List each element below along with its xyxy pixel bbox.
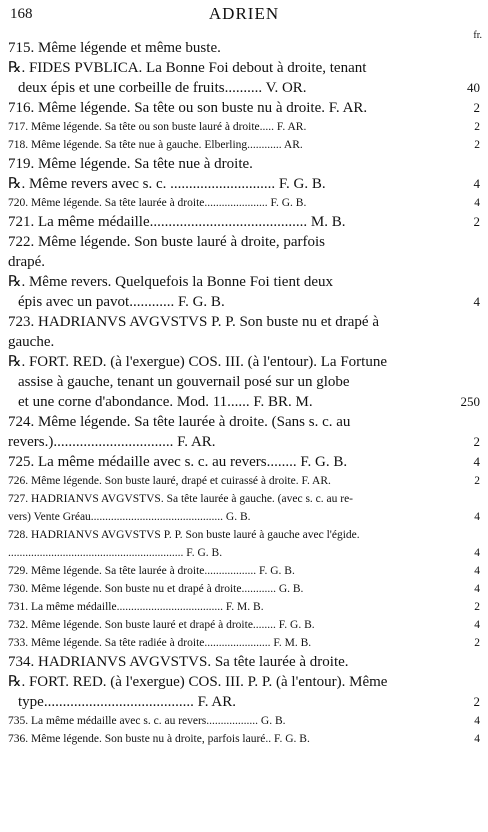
price-column-header: fr. <box>473 30 482 41</box>
page-number: 168 <box>10 6 33 22</box>
entry-price: 2 <box>473 100 480 115</box>
entry-price: 4 <box>474 733 480 745</box>
entry-line: 717. Même légende. Sa tête ou son buste lauré à droite..... F. AR. <box>8 121 307 133</box>
entry-line: ............................................................. F. G. B. <box>8 547 223 559</box>
entry-line: 728. HADRIANVS AVGVSTVS P. P. Son buste lauré à gauche avec l'égide. <box>8 529 360 541</box>
coin-entry <box>8 652 480 672</box>
entry-price: 4 <box>474 715 480 727</box>
entry-price: 4 <box>474 619 480 631</box>
reverse-entry <box>8 272 480 312</box>
entry-line: 733. Même légende. Sa tête radiée à droite....................... F. M. B. <box>8 637 312 649</box>
entry-line: 718. Même légende. Sa tête nue à gauche. Elberling............ AR. <box>8 139 303 151</box>
entry-line: 734. HADRIANVS AVGVSTVS. Sa tête laurée à droite. <box>8 654 349 670</box>
entry-price: 4 <box>474 547 480 559</box>
entry-line: 720. Même légende. Sa tête laurée à droite...................... F. G. B. <box>8 197 307 209</box>
entry-line: gauche. <box>8 334 55 350</box>
entry-line: vers) Vente Gréau.............................................. G. B. <box>8 511 251 523</box>
coin-entry <box>8 730 480 748</box>
entry-line: 736. Même légende. Son buste nu à droite, parfois lauré.. F. G. B. <box>8 733 310 745</box>
coin-entry <box>8 526 480 562</box>
entry-price: 4 <box>474 197 480 209</box>
coin-entry <box>8 490 480 526</box>
coin-entry <box>8 38 480 58</box>
entry-price: 40 <box>467 80 480 95</box>
entry-price: 4 <box>474 583 480 595</box>
coin-entry <box>8 472 480 490</box>
entry-line: 725. La même médaille avec s. c. au revers........ F. G. B. <box>8 454 348 470</box>
reverse-entry <box>8 58 480 98</box>
entry-line: 722. Même légende. Son buste lauré à droite, parfois <box>8 234 325 250</box>
reverse-entry <box>8 174 480 194</box>
coin-entry <box>8 136 480 154</box>
entry-line: ℞. FORT. RED. (à l'exergue) COS. III. P. P. (à l'entour). Même <box>8 674 388 690</box>
coin-entry <box>8 194 480 212</box>
entry-line: 721. La même médaille.......................................... M. B. <box>8 214 346 230</box>
entry-line: assise à gauche, tenant un gouvernail posé sur un globe <box>18 374 350 390</box>
entry-line: ℞. Même revers. Quelquefois la Bonne Foi tient deux <box>8 274 334 290</box>
coin-entry <box>8 412 480 452</box>
entry-price: 2 <box>473 434 480 449</box>
coin-entry <box>8 312 480 352</box>
entry-price: 4 <box>473 454 480 469</box>
entry-line: 731. La même médaille..................................... F. M. B. <box>8 601 264 613</box>
entry-price: 2 <box>474 139 480 151</box>
entry-price: 4 <box>474 511 480 523</box>
coin-entry <box>8 232 480 272</box>
entry-price: 2 <box>474 637 480 649</box>
coin-entry <box>8 580 480 598</box>
reverse-entry <box>8 352 480 412</box>
entry-price: 4 <box>474 565 480 577</box>
entry-price: 2 <box>474 121 480 133</box>
coin-entry <box>8 712 480 730</box>
entry-line: 716. Même légende. Sa tête ou son buste nu à droite. F. AR. <box>8 100 368 116</box>
entry-price: 250 <box>460 394 480 409</box>
page-title: ADRIEN <box>208 4 280 23</box>
page-header <box>0 4 488 26</box>
entry-line: ℞. FORT. RED. (à l'exergue) COS. III. (à l'entour). La Fortune <box>8 354 387 370</box>
entry-line: 724. Même légende. Sa tête laurée à droite. (Sans s. c. au <box>8 414 351 430</box>
coin-entry <box>8 118 480 136</box>
entry-line: 726. Même légende. Son buste lauré, drapé et cuirassé à droite. F. AR. <box>8 475 331 487</box>
entry-line: 729. Même légende. Sa tête laurée à droite.................. F. G. B. <box>8 565 295 577</box>
entry-line: revers.)................................ F. AR. <box>8 434 216 450</box>
coin-entry <box>8 616 480 634</box>
entry-price: 4 <box>473 176 480 191</box>
entry-line: ℞. Même revers avec s. c. ............................ F. G. B. <box>8 176 326 192</box>
entry-line: 719. Même légende. Sa tête nue à droite. <box>8 156 253 172</box>
entry-line: drapé. <box>8 254 46 270</box>
coin-entry <box>8 598 480 616</box>
reverse-entry <box>8 672 480 712</box>
entry-list <box>8 38 480 748</box>
entry-line: épis avec un pavot............ F. G. B. <box>18 294 225 310</box>
coin-entry <box>8 562 480 580</box>
entry-price: 2 <box>474 475 480 487</box>
entry-price: 2 <box>474 601 480 613</box>
coin-entry <box>8 634 480 652</box>
entry-price: 4 <box>473 294 480 309</box>
entry-price: 2 <box>473 694 480 709</box>
entry-line: 727. HADRIANVS AVGVSTVS. Sa tête laurée à gauche. (avec s. c. au re- <box>8 493 354 505</box>
entry-line: 730. Même légende. Son buste nu et drapé à droite............ G. B. <box>8 583 304 595</box>
entry-line: 735. La même médaille avec s. c. au revers.................. G. B. <box>8 715 286 727</box>
coin-entry <box>8 154 480 174</box>
coin-entry <box>8 452 480 472</box>
entry-line: type........................................ F. AR. <box>18 694 236 710</box>
coin-entry <box>8 212 480 232</box>
entry-line: ℞. FIDES PVBLICA. La Bonne Foi debout à droite, tenant <box>8 60 367 76</box>
entry-line: deux épis et une corbeille de fruits.......... V. OR. <box>18 80 307 96</box>
entry-price: 2 <box>473 214 480 229</box>
entry-line: et une corne d'abondance. Mod. 11...... F. BR. M. <box>18 394 313 410</box>
coin-entry <box>8 98 480 118</box>
entry-line: 715. Même légende et même buste. <box>8 40 221 56</box>
entry-line: 732. Même légende. Son buste lauré et drapé à droite........ F. G. B. <box>8 619 315 631</box>
entry-line: 723. HADRIANVS AVGVSTVS P. P. Son buste nu et drapé à <box>8 314 379 330</box>
